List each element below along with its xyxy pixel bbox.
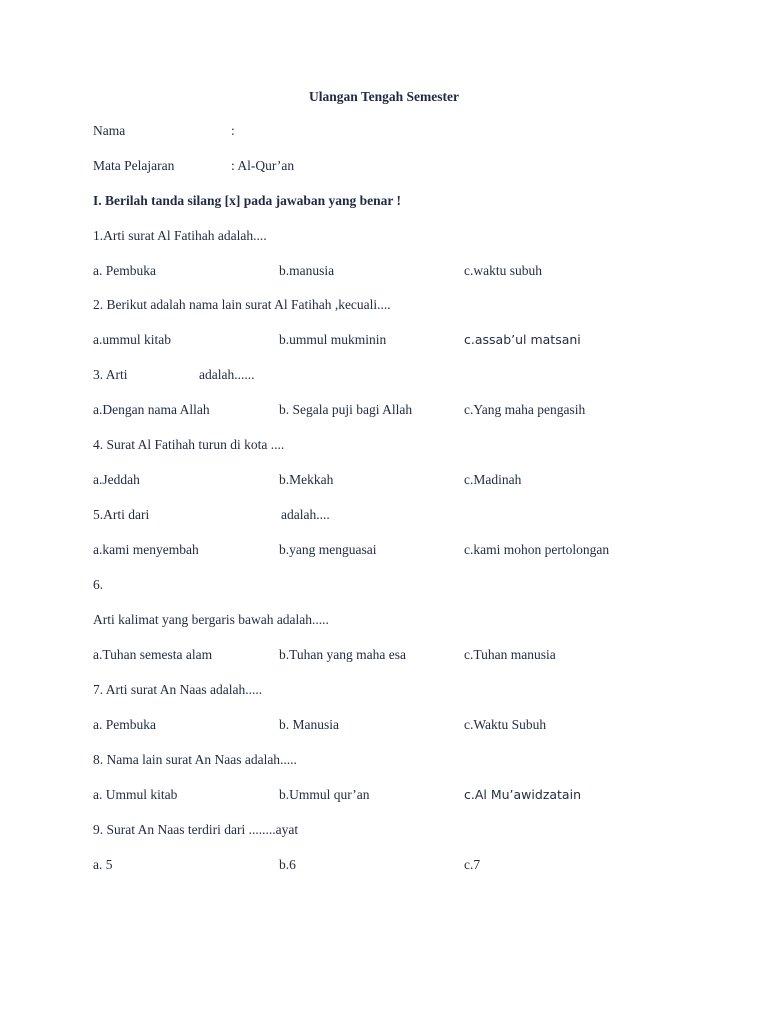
q1-option-c: c.waktu subuh [464, 263, 542, 278]
question-8: 8. Nama lain surat An Naas adalah..... [93, 752, 297, 767]
question-1: 1.Arti surat Al Fatihah adalah.... [93, 228, 267, 243]
question-7: 7. Arti surat An Naas adalah..... [93, 682, 263, 697]
q3-option-b: b. Segala puji bagi Allah [279, 402, 413, 417]
q1-option-b: b.manusia [279, 263, 335, 278]
page-title: Ulangan Tengah Semester [308, 89, 460, 104]
mapel-value: : Al-Qur’an [231, 158, 295, 173]
q5-option-b: b.yang menguasai [279, 542, 377, 557]
q4-option-a: a.Jeddah [93, 472, 140, 487]
q7-option-c: c.Waktu Subuh [464, 717, 547, 732]
question-6: Arti kalimat yang bergaris bawah adalah..... [93, 612, 329, 627]
q3-option-a: a.Dengan nama Allah [93, 402, 210, 417]
q2-option-a: a.ummul kitab [93, 332, 171, 347]
question-3-prefix: 3. Arti [93, 367, 128, 382]
q4-option-c: c.Madinah [464, 472, 522, 487]
q1-option-a: a. Pembuka [93, 263, 156, 278]
q2-option-c: c.assab’ul matsani [464, 332, 581, 347]
q6-option-c: c.Tuhan manusia [464, 647, 556, 662]
question-9: 9. Surat An Naas terdiri dari ........ayat [93, 822, 299, 837]
q8-option-a: a. Ummul kitab [93, 787, 178, 802]
mapel-label: Mata Pelajaran [93, 158, 175, 173]
question-6-number: 6. [93, 577, 104, 592]
q9-option-c: c.7 [464, 857, 481, 872]
q6-option-a: a.Tuhan semesta alam [93, 647, 213, 662]
q7-option-a: a. Pembuka [93, 717, 156, 732]
question-5-suffix: adalah.... [281, 507, 330, 522]
q9-option-b: b.6 [279, 857, 296, 872]
q2-option-b: b.ummul mukminin [279, 332, 387, 347]
q8-option-b: b.Ummul qur’an [279, 787, 370, 802]
q9-option-a: a. 5 [93, 857, 113, 872]
q6-option-b: b.Tuhan yang maha esa [279, 647, 406, 662]
question-2: 2. Berikut adalah nama lain surat Al Fatihah ,kecuali.... [93, 297, 391, 312]
q5-option-c: c.kami mohon pertolongan [464, 542, 610, 557]
section-heading: I. Berilah tanda silang [x] pada jawaban yang benar ! [93, 193, 402, 208]
question-4: 4. Surat Al Fatihah turun di kota .... [93, 437, 285, 452]
q5-option-a: a.kami menyembah [93, 542, 199, 557]
question-3-suffix: adalah...... [199, 367, 255, 382]
q8-option-c: c.Al Mu’awidzatain [464, 787, 581, 802]
q4-option-b: b.Mekkah [279, 472, 334, 487]
question-5-prefix: 5.Arti dari [93, 507, 150, 522]
q3-option-c: c.Yang maha pengasih [464, 402, 586, 417]
q7-option-b: b. Manusia [279, 717, 339, 732]
nama-value: : [231, 123, 235, 138]
nama-label: Nama [93, 123, 126, 138]
